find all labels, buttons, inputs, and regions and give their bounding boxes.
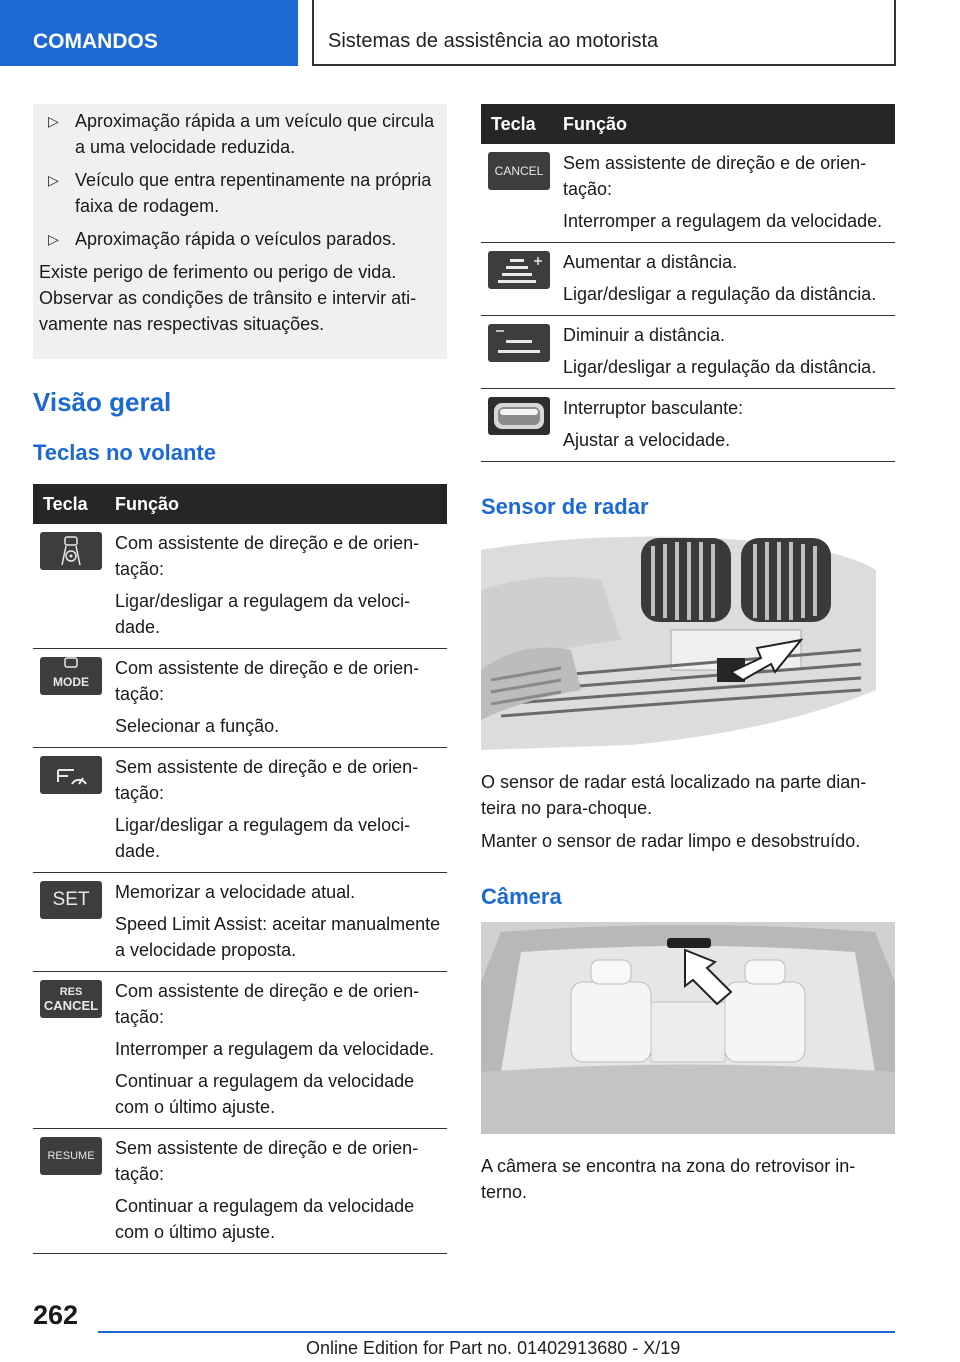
function-text: Ligar/desligar a regulação da distância.: [563, 284, 877, 304]
footer-edition: Online Edition for Part no. 01402913680 - X/19: [306, 1338, 681, 1358]
function-text: Interromper a regulagem da velocidade.: [115, 1039, 435, 1059]
page-number: 262: [33, 1300, 79, 1330]
table-row: [481, 144, 895, 243]
table-row: [481, 389, 895, 462]
function-text: Selecionar a função.: [115, 716, 280, 736]
function-text: Ligar/desligar a regulagem da velocidade.: [115, 815, 411, 861]
chapter-title: Sistemas de assistência ao motorista: [312, 0, 896, 66]
table-row: [481, 243, 895, 316]
footer-divider: [98, 1331, 895, 1333]
left-column: [33, 104, 447, 1254]
radar-sensor-photo: [481, 530, 895, 750]
camera-photo: [481, 922, 895, 1134]
camera-module: [667, 938, 711, 948]
function-text: Ajustar a velocidade.: [563, 430, 731, 450]
function-text: Com assistente de direção e de orientação:: [115, 533, 420, 579]
overview-subtitle: Teclas no volante: [33, 440, 216, 465]
set-label: SET: [52, 889, 90, 910]
res-label: RES: [59, 986, 83, 998]
table-row: [33, 649, 447, 748]
distance-increase-icon: [488, 251, 550, 289]
col-header-function: Função: [115, 484, 447, 524]
function-text: Ligar/desligar a regulação da distância.: [563, 357, 877, 377]
warning-bullet: ▷ Veículo que entra repentinamente na própria faixa de rodagem.: [39, 167, 439, 219]
right-column: [481, 104, 895, 1212]
section-tab: COMANDOS: [0, 0, 298, 66]
table-row: [33, 972, 447, 1129]
radar-text: O sensor de radar está localizado na parte dianteira no para-choque.: [481, 772, 867, 818]
speed-control-icon: [40, 756, 102, 794]
warning-bullet: ▷ Aproximação rápida o veículos parados.: [39, 226, 439, 252]
cancel-label: CANCEL: [43, 998, 99, 1013]
triangle-bullet-icon: ▷: [48, 113, 59, 129]
triangle-bullet-icon: ▷: [48, 172, 59, 188]
function-text: Com assistente de direção e de orientação:: [115, 658, 420, 704]
function-text: Continuar a regulagem da velocidade com o último ajuste.: [115, 1196, 415, 1242]
overview-title: Visão geral: [33, 387, 172, 417]
col-header-key: Tecla: [33, 484, 115, 524]
radar-text: Manter o sensor de radar limpo e desobstruído.: [481, 831, 861, 851]
cancel-label: CANCEL: [494, 164, 544, 178]
table-row: [33, 748, 447, 873]
function-text: Sem assistente de direção e de orientação:: [115, 757, 419, 803]
warning-text: Existe perigo de ferimento ou perigo de vida. Observar as condições de trânsito e intervir ativamente nas respectivas situações.: [39, 262, 417, 334]
steering-assist-icon: [40, 532, 102, 570]
function-text: Interromper a regulagem da velocidade.: [563, 211, 883, 231]
rocker-switch-icon: [488, 397, 550, 435]
col-header-function: Função: [563, 104, 895, 144]
steering-keys-table: [33, 484, 447, 1254]
triangle-bullet-icon: ▷: [48, 231, 59, 247]
function-text: Memorizar a velocidade atual.: [115, 882, 356, 902]
function-text: Sem assistente de direção e de orientação:: [563, 153, 867, 199]
camera-title: Câmera: [481, 884, 562, 909]
cancel-icon: [488, 152, 550, 190]
camera-description: [481, 1153, 895, 1205]
mode-label: MODE: [53, 675, 89, 689]
function-text: Sem assistente de direção e de orientação:: [115, 1138, 419, 1184]
function-text: Speed Limit Assist: aceitar manualmente a velocidade proposta.: [115, 914, 441, 960]
function-text: Ligar/desligar a regulagem da velocidade.: [115, 591, 411, 637]
resume-label: RESUME: [47, 1150, 95, 1162]
mode-icon: [40, 657, 102, 695]
function-text: Continuar a regulagem da velocidade com o último ajuste.: [115, 1071, 415, 1117]
camera-text: A câmera se encontra na zona do retrovisor interno.: [481, 1156, 856, 1202]
distance-decrease-icon: [488, 324, 550, 362]
col-header-key: Tecla: [481, 104, 563, 144]
radar-description: [481, 769, 895, 854]
table-row: [33, 873, 447, 972]
table-row: [481, 316, 895, 389]
table-row: [33, 1129, 447, 1254]
warning-bullet: ▷ Aproximação rápida a um veículo que circula a uma velocidade reduzida.: [39, 108, 439, 160]
function-text: Com assistente de direção e de orientação:: [115, 981, 420, 1027]
table-row: [33, 524, 447, 649]
function-text: Aumentar a distância.: [563, 252, 738, 272]
set-icon: [40, 881, 102, 919]
radar-title: Sensor de radar: [481, 494, 649, 519]
function-text: Interruptor basculante:: [563, 398, 744, 418]
function-text: Diminuir a distância.: [563, 325, 726, 345]
steering-keys-table-continued: [481, 104, 895, 462]
res-cancel-icon: [40, 980, 102, 1018]
warning-box: [33, 104, 447, 359]
resume-icon: [40, 1137, 102, 1175]
